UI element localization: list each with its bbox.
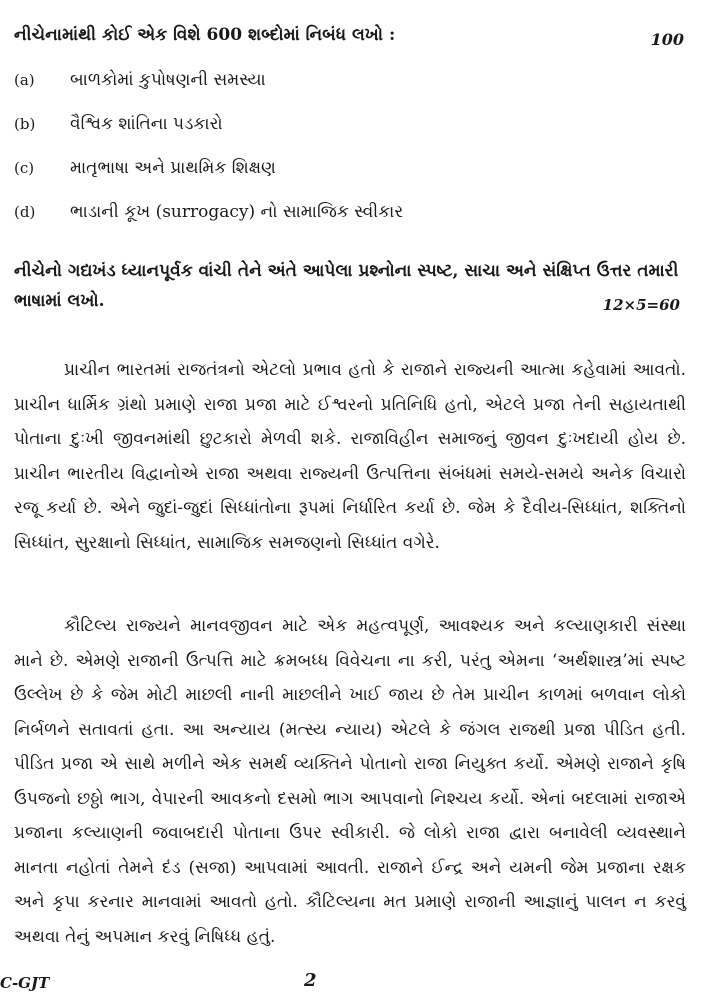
essay-option <box>14 58 654 102</box>
page-number: 2 <box>304 970 317 991</box>
question1-heading: નીચેનામાંથી કોઈ એક વિશે 600 શબ્દોમાં નિબંધ લખો : <box>14 25 396 45</box>
option-text: ભાડાની કૂખ (surrogacy) નો સામાજિક સ્વીકાર <box>70 202 404 222</box>
option-label: (c) <box>14 159 35 177</box>
essay-option <box>14 146 654 190</box>
essay-option <box>14 102 654 146</box>
essay-options-list <box>14 58 654 234</box>
question2-heading: નીચેનો ગદ્યખંડ ધ્યાનપૂર્વક વાંચી તેને અંતે આપેલા પ્રશ્નોના સ્પષ્ટ, સાચા અને સંક્ષિપ્ત ઉત્તર તમારી ભાષામાં લખો. <box>14 261 679 311</box>
essay-option <box>14 190 654 234</box>
option-label: (a) <box>14 71 35 89</box>
question1-marks: 100 <box>650 30 684 49</box>
option-text: માતૃભાષા અને પ્રાથમિક શિક્ષણ <box>70 158 276 178</box>
question2-marks: 12×5=60 <box>602 296 680 314</box>
option-label: (b) <box>14 115 36 133</box>
option-text: બાળકોમાં કુપોષણની સમસ્યા <box>70 70 266 90</box>
passage-paragraph-2: કૌટિલ્ય રાજ્યને માનવજીવન માટે એક મહત્વપૂર્ણ, આવશ્યક અને કલ્યાણકારી સંસ્થા માને છે. એમણે રાજાની ઉત્પત્તિ માટે ક્રમબધ્ધ વિવેચના ના કરી, પરંતુ એમના ‘અર્થશાસ્ત્ર’માં સ્પષ્ટ ઉલ્લેખ છે કે જેમ મોટી માછલી નાની માછલીને ખાઈ જાય છે તેમ પ્રાચીન કાળમાં બળવાન લોકો નિર્બળને સતાવતાં હતા. આ અન્યાય (મત્સ્ય ન્યાય) એટલે કે જંગલ રાજથી પ્રજા પીડિત હતી. પીડિત પ્રજા એ સાથે મળીને એક સમર્થ વ્યક્તિને પોતાનો રાજા નિયુક્ત કર્યો. એમણે રાજાને કૃષિ ઉપજનો છઠ્ઠો ભાગ, વેપારની આવકનો દસમો ભાગ આપવાનો નિશ્ચય કર્યો. એનાં બદલામાં રાજાએ પ્રજાના કલ્યાણની જવાબદારી પોતાના ઉપર સ્વીકારી. જે લોકો રાજા દ્વારા બનાવેલી વ્યવસ્થાને માનતા નહોતાં તેમને દંડ (સજા) આપવામાં આવતી. રાજાને ઈન્દ્ર અને યમની જેમ પ્રજાના રક્ષક અને કૃપા કરનાર માનવામાં આવતો હતો. કૌટિલ્યના મત પ્રમાણે રાજાની આજ્ઞાનું પાલન ન કરવું અથવા તેનું અપમાન કરવું નિષિધ્ધ હતું. <box>14 616 686 947</box>
paper-code: C-GJT <box>0 974 50 992</box>
option-label: (d) <box>14 203 36 221</box>
option-text: વૈશ્વિક શાંતિના પડકારો <box>70 114 223 134</box>
passage-paragraph-1: પ્રાચીન ભારતમાં રાજતંત્રનો એટલો પ્રભાવ હતો કે રાજાને રાજ્યની આત્મા કહેવામાં આવતો. પ્રાચીન ધાર્મિક ગ્રંથો પ્રમાણે રાજા પ્રજા માટે ઈશ્વરનો પ્રતિનિધિ હતો, એટલે પ્રજા તેની સહાયતાથી પોતાના દુઃખી જીવનમાંથી છુટકારો મેળવી શકે. રાજાવિહીન સમાજનું જીવન દુઃખદાયી હોય છે. પ્રાચીન ભારતીય વિદ્વાનોએ રાજા અથવા રાજ્યની ઉત્પત્તિના સંબંધમાં સમયે-સમયે અનેક વિચારો રજૂ કર્યા છે. એને જુદાં-જુદાં સિધ્ધાંતોના રૂપમાં નિર્ધારિત કર્યા છે. જેમ કે દૈવીય-સિધ્ધાંત, શક્તિનો સિધ્ધાંત, સુરક્ષાનો સિધ્ધાંત, સામાજિક સમજણનો સિધ્ધાંત વગેરે. <box>14 360 686 553</box>
